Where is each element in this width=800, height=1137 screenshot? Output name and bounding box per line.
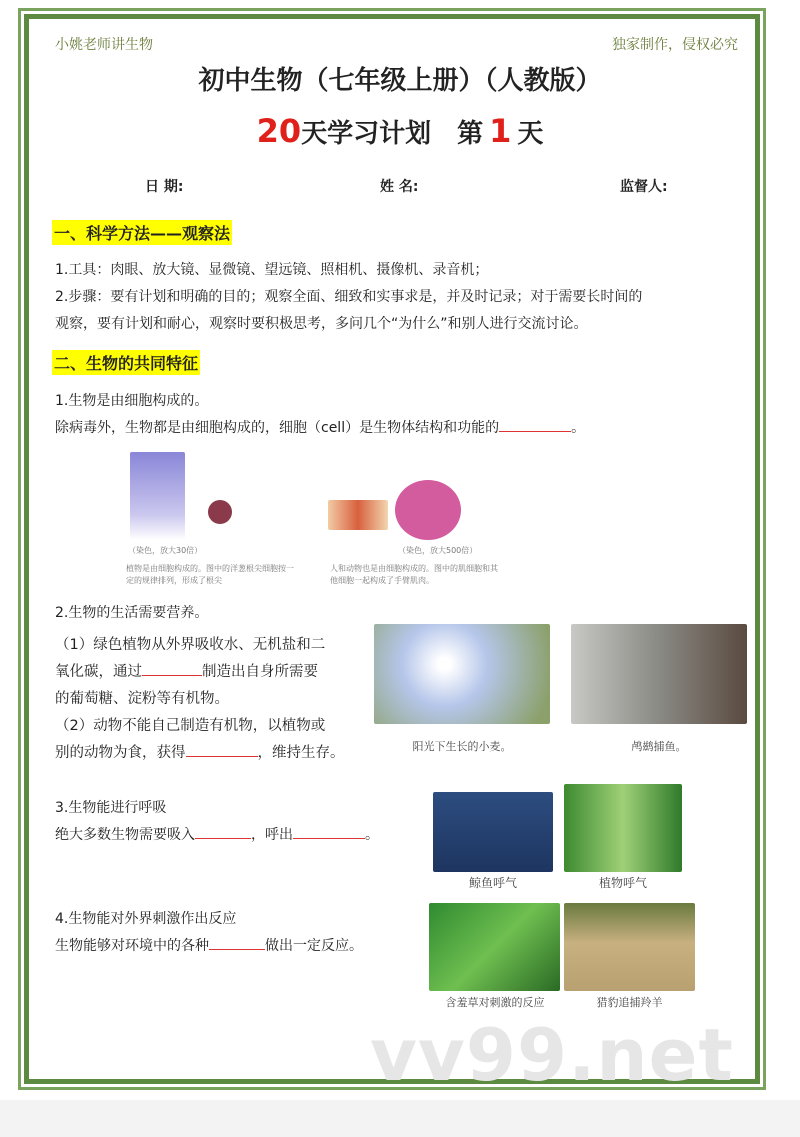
answer-blank[interactable] [186,742,258,757]
supervisor-field[interactable]: 监督人: [620,179,668,195]
steps-line: 2.步骤：要有计划和明确的目的；观察全面、细致和实事求是，并及时记录；对于需要长时间的 [55,289,643,305]
subtitle-end: 天 [517,119,544,149]
p2-line: 制造出自身所需要 [202,664,318,680]
p2-line: ，维持生存。 [257,745,345,761]
watermark: vv99.net [370,1013,734,1097]
cheetah-image [564,903,695,991]
period: 。 [571,420,586,436]
p3-text: 。 [365,827,379,843]
whale-caption: 鲸鱼呼气 [468,876,517,890]
point4-title: 4.生物能对外界刺激作出反应 [55,911,237,927]
arm-muscle-image [328,500,388,530]
name-field[interactable]: 姓 名: [380,179,419,195]
day-number: 1 [489,112,512,150]
mimosa-image [429,903,560,991]
p3-text: ，呼出 [251,827,293,843]
point3-text [55,822,379,848]
p2-line: （1）绿色植物从外界吸收水、无机盐和二 [55,637,326,653]
section2-heading: 二、生物的共同特征 [52,350,200,375]
point3-title: 3.生物能进行呼吸 [55,800,167,816]
answer-blank[interactable] [142,661,202,676]
mimosa-caption: 含羞草对刺激的反应 [445,996,545,1009]
copyright-label: 独家制作，侵权必究 [612,37,738,53]
answer-blank[interactable] [195,824,251,839]
plant-image [564,784,682,872]
point4-text [55,933,363,959]
img1-caption: 植物是由细胞构成的。图中的洋葱根尖细胞按一定的规律排列，形成了根尖 [126,564,294,585]
p2-line: 的葡萄糖、淀粉等有机物。 [55,691,229,707]
p4-text: 做出一定反应。 [265,938,363,954]
page-subtitle [0,112,800,150]
point1-text [55,415,585,441]
onion-image [208,500,232,524]
cormorant-caption: 鸬鹚捕鱼。 [631,740,687,753]
date-field[interactable]: 日 期: [145,179,184,195]
point2-title: 2.生物的生活需要营养。 [55,605,209,621]
p2-line: 别的动物为食，获得 [55,745,186,761]
p3-text: 绝大多数生物需要吸入 [55,827,195,843]
subtitle-text: 天学习计划 第 [301,119,484,149]
author-label: 小姚老师讲生物 [55,37,153,53]
img2-scale: （染色，放大500倍） [398,546,478,555]
cormorant-image [571,624,747,724]
whale-image [433,792,553,872]
tools-line: 1.工具：肉眼、放大镜、显微镜、望远镜、照相机、摄像机、录音机； [55,262,489,278]
point1-title: 1.生物是由细胞构成的。 [55,393,209,409]
page-title: 初中生物（七年级上册）（人教版） [198,66,602,96]
img2-caption: 人和动物也是由细胞构成的。图中的肌细胞和其他细胞一起构成了手臂肌肉。 [330,564,498,585]
wheat-caption: 阳光下生长的小麦。 [412,740,512,753]
answer-blank[interactable] [293,824,365,839]
point1-sentence: 除病毒外，生物都是由细胞构成的，细胞（cell）是生物体结构和功能的 [55,420,500,436]
plant-caption: 植物呼气 [598,876,647,890]
onion-root-cells-image [130,452,185,540]
section1-heading: 一、科学方法——观察法 [52,220,232,245]
cheetah-caption: 猎豹追捕羚羊 [596,996,663,1009]
bottom-bar [0,1100,800,1137]
plan-days: 20 [256,112,302,150]
p2-line: （2）动物不能自己制造有机物，以植物或 [55,718,326,734]
p4-text: 生物能够对环境中的各种 [55,938,209,954]
wheat-image [374,624,550,724]
answer-blank[interactable] [499,417,571,432]
point2-body [55,632,365,767]
img1-scale: （染色，放大30倍） [128,546,203,555]
answer-blank[interactable] [209,935,265,950]
muscle-cells-image [395,480,461,540]
p2-line: 氧化碳，通过 [55,664,142,680]
steps-line-2: 观察，要有计划和耐心，观察时要积极思考，多问几个“为什么”和别人进行交流讨论。 [55,316,588,332]
